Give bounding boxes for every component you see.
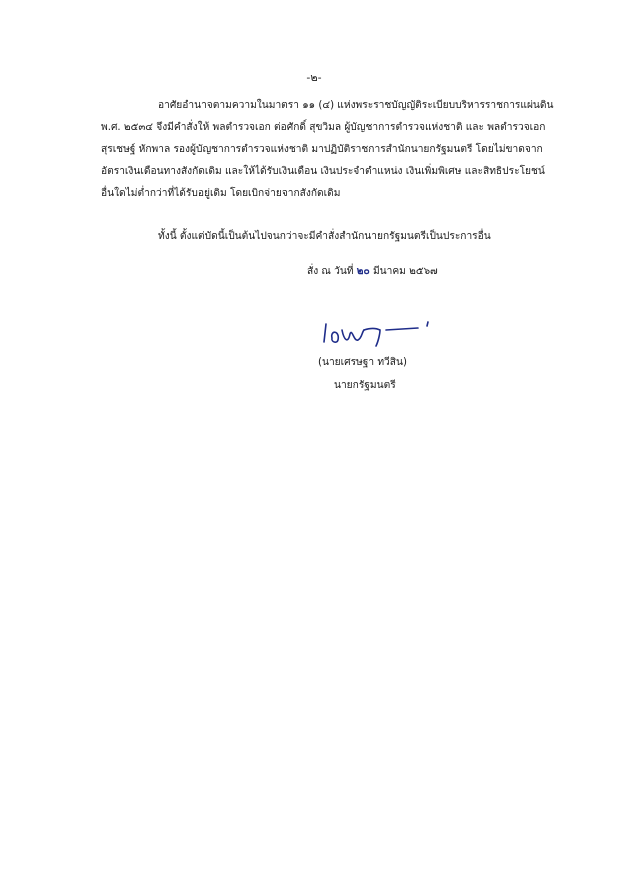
effective-clause [101, 226, 533, 248]
paragraph-line: พ.ศ. ๒๕๓๔ จึงมีคำสั่งให้ พลตำรวจเอก ต่อศักดิ์ สุขวิมล ผู้บัญชาการตำรวจแห่งชาติ และ พลตำรวจเอก [101, 122, 546, 133]
date-month-year: มีนาคม ๒๕๖๗ [372, 266, 438, 277]
order-paragraph [101, 95, 554, 205]
date-prefix: สั่ง ณ วันที่ [307, 266, 354, 277]
paragraph-line: อาศัยอำนาจตามความในมาตรา ๑๑ (๔) แห่งพระราชบัญญัติระเบียบบริหารราชการแผ่นดิน [158, 100, 554, 111]
page-number: -๒- [306, 71, 322, 84]
handwritten-signature [318, 316, 438, 356]
paragraph-line: อื่นใดไม่ต่ำกว่าที่ได้รับอยู่เดิม โดยเบิกจ่ายจากสังกัดเดิม [101, 188, 341, 199]
date-day: ๒๐ [356, 266, 370, 277]
signer-title: นายกรัฐมนตรี [334, 380, 396, 391]
order-date [307, 261, 438, 283]
paragraph-line: อัตราเงินเดือนทางสังกัดเดิม และให้ได้รับเงินเดือน เงินประจำตำแหน่ง เงินเพิ่มพิเศษ และสิทธิประโยชน์ [101, 166, 545, 177]
paragraph-line: สุรเชษฐ์ หักพาล รองผู้บัญชาการตำรวจแห่งชาติ มาปฏิบัติราชการสำนักนายกรัฐมนตรี โดยไม่ขาดจาก [101, 144, 543, 155]
signer-name: (นายเศรษฐา ทวีสิน) [318, 357, 407, 368]
effective-clause-text: ทั้งนี้ ตั้งแต่บัดนี้เป็นต้นไปจนกว่าจะมีคำสั่งสำนักนายกรัฐมนตรีเป็นประการอื่น [158, 231, 491, 242]
